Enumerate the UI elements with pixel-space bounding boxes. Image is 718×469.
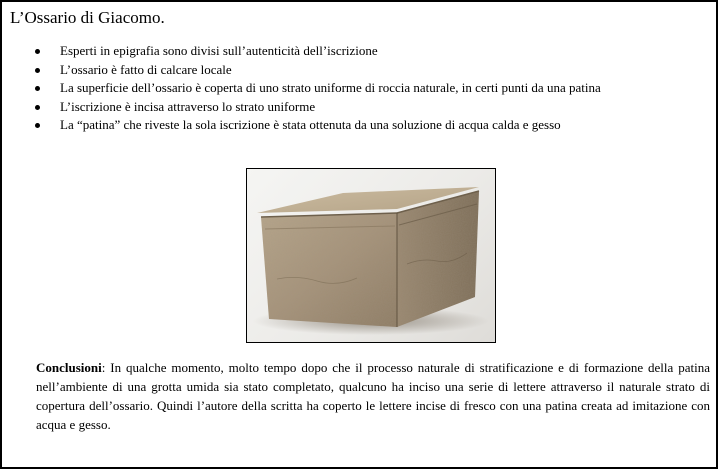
- bullet-text: La superficie dell’ossario è coperta di uno strato uniforme di roccia naturale, in certi punti da una patina: [60, 80, 601, 95]
- bullet-list: [2, 42, 601, 135]
- conclusion-text: : In qualche momento, molto tempo dopo che il processo naturale di stratificazione e di formazione della patina nell’ambiente di una grotta umida sia stato completato, qualcuno ha inciso una serie di lettere attraverso il naturale strato di copertura dell’ossario. Quindi l’autore della scritta ha coperto le lettere incise di fresco con una patina creata ad imitazione con acqua e gesso.: [36, 360, 710, 432]
- bullet-text: La “patina” che riveste la sola iscrizione è stata ottenuta da una soluzione di acqua calda e gesso: [60, 117, 561, 132]
- bullet-icon: [35, 123, 40, 128]
- ossuary-photo: [246, 168, 496, 343]
- bullet-text: L’ossario è fatto di calcare locale: [60, 61, 232, 77]
- conclusion-paragraph: [36, 358, 710, 434]
- bullet-item: [2, 61, 601, 80]
- bullet-item: [2, 79, 601, 98]
- bullet-item: [2, 42, 601, 61]
- bullet-text: L’iscrizione è incisa attraverso lo strato uniforme: [60, 98, 316, 114]
- bullet-icon: [35, 68, 40, 73]
- bullet-text: Esperti in epigrafia sono divisi sull’autenticità dell’iscrizione: [60, 43, 378, 58]
- bullet-icon: [35, 49, 40, 54]
- bullet-item: [2, 116, 601, 135]
- document-title: L’Ossario di Giacomo.: [10, 8, 165, 27]
- bullet-icon: [35, 105, 40, 110]
- bullet-item: [2, 98, 601, 117]
- bullet-icon: [35, 86, 40, 91]
- ossuary-illustration: [247, 169, 495, 342]
- conclusion-label: Conclusioni: [36, 360, 102, 375]
